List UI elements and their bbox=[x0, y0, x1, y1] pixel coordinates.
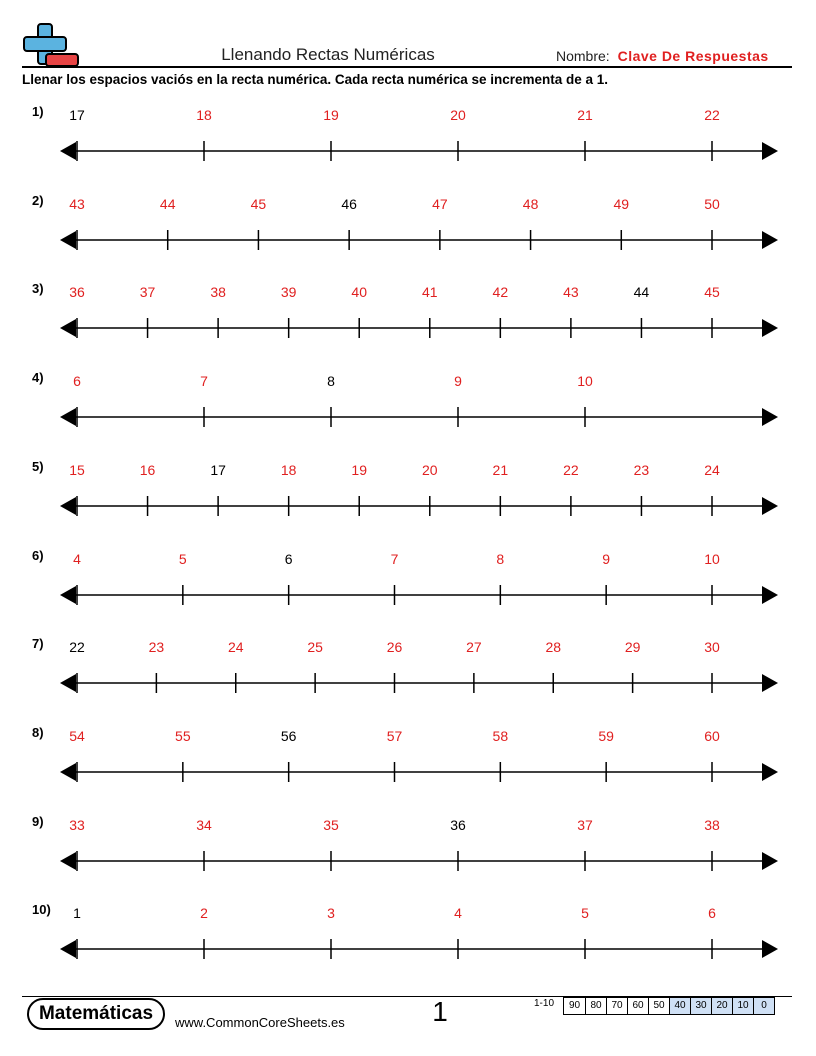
given-value-label: 1 bbox=[73, 905, 81, 922]
given-value-label: 17 bbox=[210, 461, 226, 478]
answer-value-label: 26 bbox=[386, 639, 403, 656]
number-line bbox=[0, 104, 816, 189]
score-cell: 60 bbox=[627, 998, 648, 1014]
answer-value-label: 40 bbox=[351, 284, 368, 301]
problem-7 bbox=[0, 636, 816, 721]
left-arrow-icon bbox=[60, 231, 76, 249]
number-line bbox=[0, 370, 816, 455]
problem-number: 6) bbox=[32, 547, 44, 563]
left-arrow-icon bbox=[60, 674, 76, 692]
answer-value-label: 48 bbox=[522, 195, 539, 212]
answer-value-label: 38 bbox=[210, 284, 226, 301]
answer-value-label: 19 bbox=[351, 461, 368, 478]
name-value: Clave De Respuestas bbox=[617, 48, 769, 64]
answer-value-label: 47 bbox=[432, 195, 448, 212]
right-arrow-icon bbox=[762, 852, 778, 870]
answer-value-label: 18 bbox=[280, 461, 297, 478]
problem-10 bbox=[0, 902, 816, 987]
answer-value-label: 37 bbox=[577, 816, 593, 833]
number-line bbox=[0, 814, 816, 899]
answer-value-label: 8 bbox=[496, 550, 505, 567]
left-arrow-icon bbox=[60, 497, 76, 515]
answer-value-label: 4 bbox=[454, 905, 462, 922]
left-arrow-icon bbox=[60, 940, 76, 958]
score-cell: 80 bbox=[585, 998, 606, 1014]
answer-value-label: 58 bbox=[492, 727, 509, 744]
answer-value-label: 42 bbox=[492, 284, 509, 301]
problem-number: 9) bbox=[32, 813, 44, 829]
left-arrow-icon bbox=[60, 586, 76, 604]
left-arrow-icon bbox=[60, 142, 76, 160]
answer-value-label: 7 bbox=[200, 373, 208, 390]
answer-value-label: 55 bbox=[175, 727, 191, 744]
answer-value-label: 9 bbox=[454, 373, 462, 390]
number-line bbox=[0, 548, 816, 633]
answer-value-label: 22 bbox=[563, 461, 579, 478]
number-line bbox=[0, 281, 816, 366]
answer-value-label: 37 bbox=[139, 284, 156, 301]
answer-value-label: 22 bbox=[704, 107, 720, 123]
left-arrow-icon bbox=[60, 852, 76, 870]
right-arrow-icon bbox=[762, 497, 778, 515]
given-value-label: 6 bbox=[284, 550, 293, 567]
answer-value-label: 24 bbox=[227, 639, 244, 656]
answer-value-label: 45 bbox=[250, 195, 267, 212]
score-cell: 90 bbox=[568, 1000, 581, 1011]
problem-number: 7) bbox=[32, 636, 44, 652]
site-url: www.CommonCoreSheets.es bbox=[175, 1015, 345, 1030]
problem-number: 4) bbox=[32, 370, 44, 386]
score-cell: 50 bbox=[648, 998, 669, 1014]
answer-value-label: 21 bbox=[577, 107, 593, 123]
answer-value-label: 36 bbox=[69, 284, 85, 301]
problem-1 bbox=[0, 104, 816, 189]
answer-value-label: 6 bbox=[73, 373, 81, 390]
left-arrow-icon bbox=[60, 319, 76, 337]
answer-value-label: 4 bbox=[73, 550, 81, 567]
answer-value-label: 43 bbox=[69, 195, 85, 212]
name-label: Nombre: bbox=[556, 48, 610, 64]
answer-value-label: 28 bbox=[545, 639, 562, 656]
left-arrow-icon bbox=[60, 763, 76, 781]
answer-value-label: 2 bbox=[200, 905, 208, 922]
answer-value-label: 10 bbox=[577, 373, 593, 390]
problem-number: 8) bbox=[32, 724, 44, 740]
problem-3 bbox=[0, 281, 816, 366]
left-arrow-icon bbox=[60, 408, 76, 426]
answer-value-label: 19 bbox=[323, 107, 339, 123]
right-arrow-icon bbox=[762, 674, 778, 692]
given-value-label: 8 bbox=[327, 373, 335, 390]
right-arrow-icon bbox=[762, 319, 778, 337]
name-field bbox=[556, 48, 769, 64]
brand-badge: Matemáticas bbox=[27, 998, 165, 1030]
given-value-label: 56 bbox=[280, 727, 297, 744]
problem-8 bbox=[0, 725, 816, 810]
page-number: 1 bbox=[432, 996, 448, 1027]
answer-value-label: 27 bbox=[466, 639, 482, 656]
answer-value-label: 9 bbox=[602, 550, 611, 567]
answer-value-label: 39 bbox=[280, 284, 297, 301]
answer-value-label: 43 bbox=[563, 284, 579, 301]
answer-value-label: 6 bbox=[708, 905, 716, 922]
answer-value-label: 10 bbox=[704, 550, 720, 567]
right-arrow-icon bbox=[762, 231, 778, 249]
answer-value-label: 45 bbox=[704, 284, 720, 301]
number-line bbox=[0, 459, 816, 544]
answer-value-label: 21 bbox=[492, 461, 509, 478]
score-cell: 40 bbox=[669, 998, 690, 1014]
problem-2 bbox=[0, 193, 816, 278]
answer-value-label: 25 bbox=[307, 639, 323, 656]
problem-4 bbox=[0, 370, 816, 455]
header-divider bbox=[22, 66, 792, 68]
problem-number: 10) bbox=[32, 902, 51, 918]
answer-value-label: 7 bbox=[390, 550, 399, 567]
answer-value-label: 57 bbox=[386, 727, 403, 744]
answer-value-label: 5 bbox=[178, 550, 187, 567]
score-cell: 30 bbox=[690, 998, 711, 1014]
problem-number: 2) bbox=[32, 192, 44, 208]
answer-value-label: 33 bbox=[69, 816, 85, 833]
answer-value-label: 20 bbox=[421, 461, 438, 478]
instructions: Llenar los espacios vaciós en la recta numérica. Cada recta numérica se incrementa de a 1. bbox=[22, 72, 609, 87]
answer-value-label: 54 bbox=[69, 727, 85, 744]
answer-value-label: 59 bbox=[598, 727, 614, 744]
problem-5 bbox=[0, 459, 816, 544]
answer-value-label: 15 bbox=[69, 461, 85, 478]
answer-value-label: 24 bbox=[704, 461, 720, 478]
answer-value-label: 29 bbox=[624, 639, 641, 656]
number-line bbox=[0, 902, 816, 987]
given-value-label: 44 bbox=[633, 284, 650, 301]
number-line bbox=[0, 193, 816, 278]
problem-9 bbox=[0, 814, 816, 899]
given-value-label: 46 bbox=[341, 195, 357, 212]
number-line bbox=[0, 725, 816, 810]
answer-value-label: 23 bbox=[148, 639, 165, 656]
right-arrow-icon bbox=[762, 408, 778, 426]
answer-value-label: 60 bbox=[704, 727, 720, 744]
score-cell: 20 bbox=[711, 998, 732, 1014]
answer-value-label: 23 bbox=[633, 461, 650, 478]
answer-value-label: 18 bbox=[196, 107, 212, 123]
score-cell: 70 bbox=[606, 998, 627, 1014]
problem-number: 5) bbox=[32, 458, 44, 474]
problem-number: 1) bbox=[32, 104, 44, 119]
answer-value-label: 20 bbox=[450, 107, 466, 123]
score-range-label: 1-10 bbox=[534, 998, 555, 1009]
given-value-label: 17 bbox=[69, 107, 85, 123]
problem-number: 3) bbox=[32, 281, 44, 297]
right-arrow-icon bbox=[762, 763, 778, 781]
answer-value-label: 38 bbox=[704, 816, 720, 833]
answer-value-label: 16 bbox=[139, 461, 156, 478]
number-line bbox=[0, 636, 816, 721]
right-arrow-icon bbox=[762, 142, 778, 160]
score-table bbox=[563, 997, 775, 1015]
answer-value-label: 35 bbox=[323, 816, 339, 833]
answer-value-label: 34 bbox=[196, 816, 212, 833]
answer-value-label: 44 bbox=[159, 195, 176, 212]
answer-value-label: 50 bbox=[704, 195, 720, 212]
problem-6 bbox=[0, 548, 816, 633]
given-value-label: 36 bbox=[450, 816, 466, 833]
answer-value-label: 49 bbox=[613, 195, 630, 212]
page-title: Llenando Rectas Numéricas bbox=[221, 45, 435, 64]
given-value-label: 22 bbox=[69, 639, 85, 656]
score-cell: 0 bbox=[753, 998, 774, 1014]
answer-value-label: 3 bbox=[327, 905, 335, 922]
score-cell: 10 bbox=[732, 998, 753, 1014]
answer-value-label: 30 bbox=[704, 639, 720, 656]
right-arrow-icon bbox=[762, 940, 778, 958]
answer-value-label: 41 bbox=[421, 284, 438, 301]
answer-value-label: 5 bbox=[581, 905, 589, 922]
right-arrow-icon bbox=[762, 586, 778, 604]
